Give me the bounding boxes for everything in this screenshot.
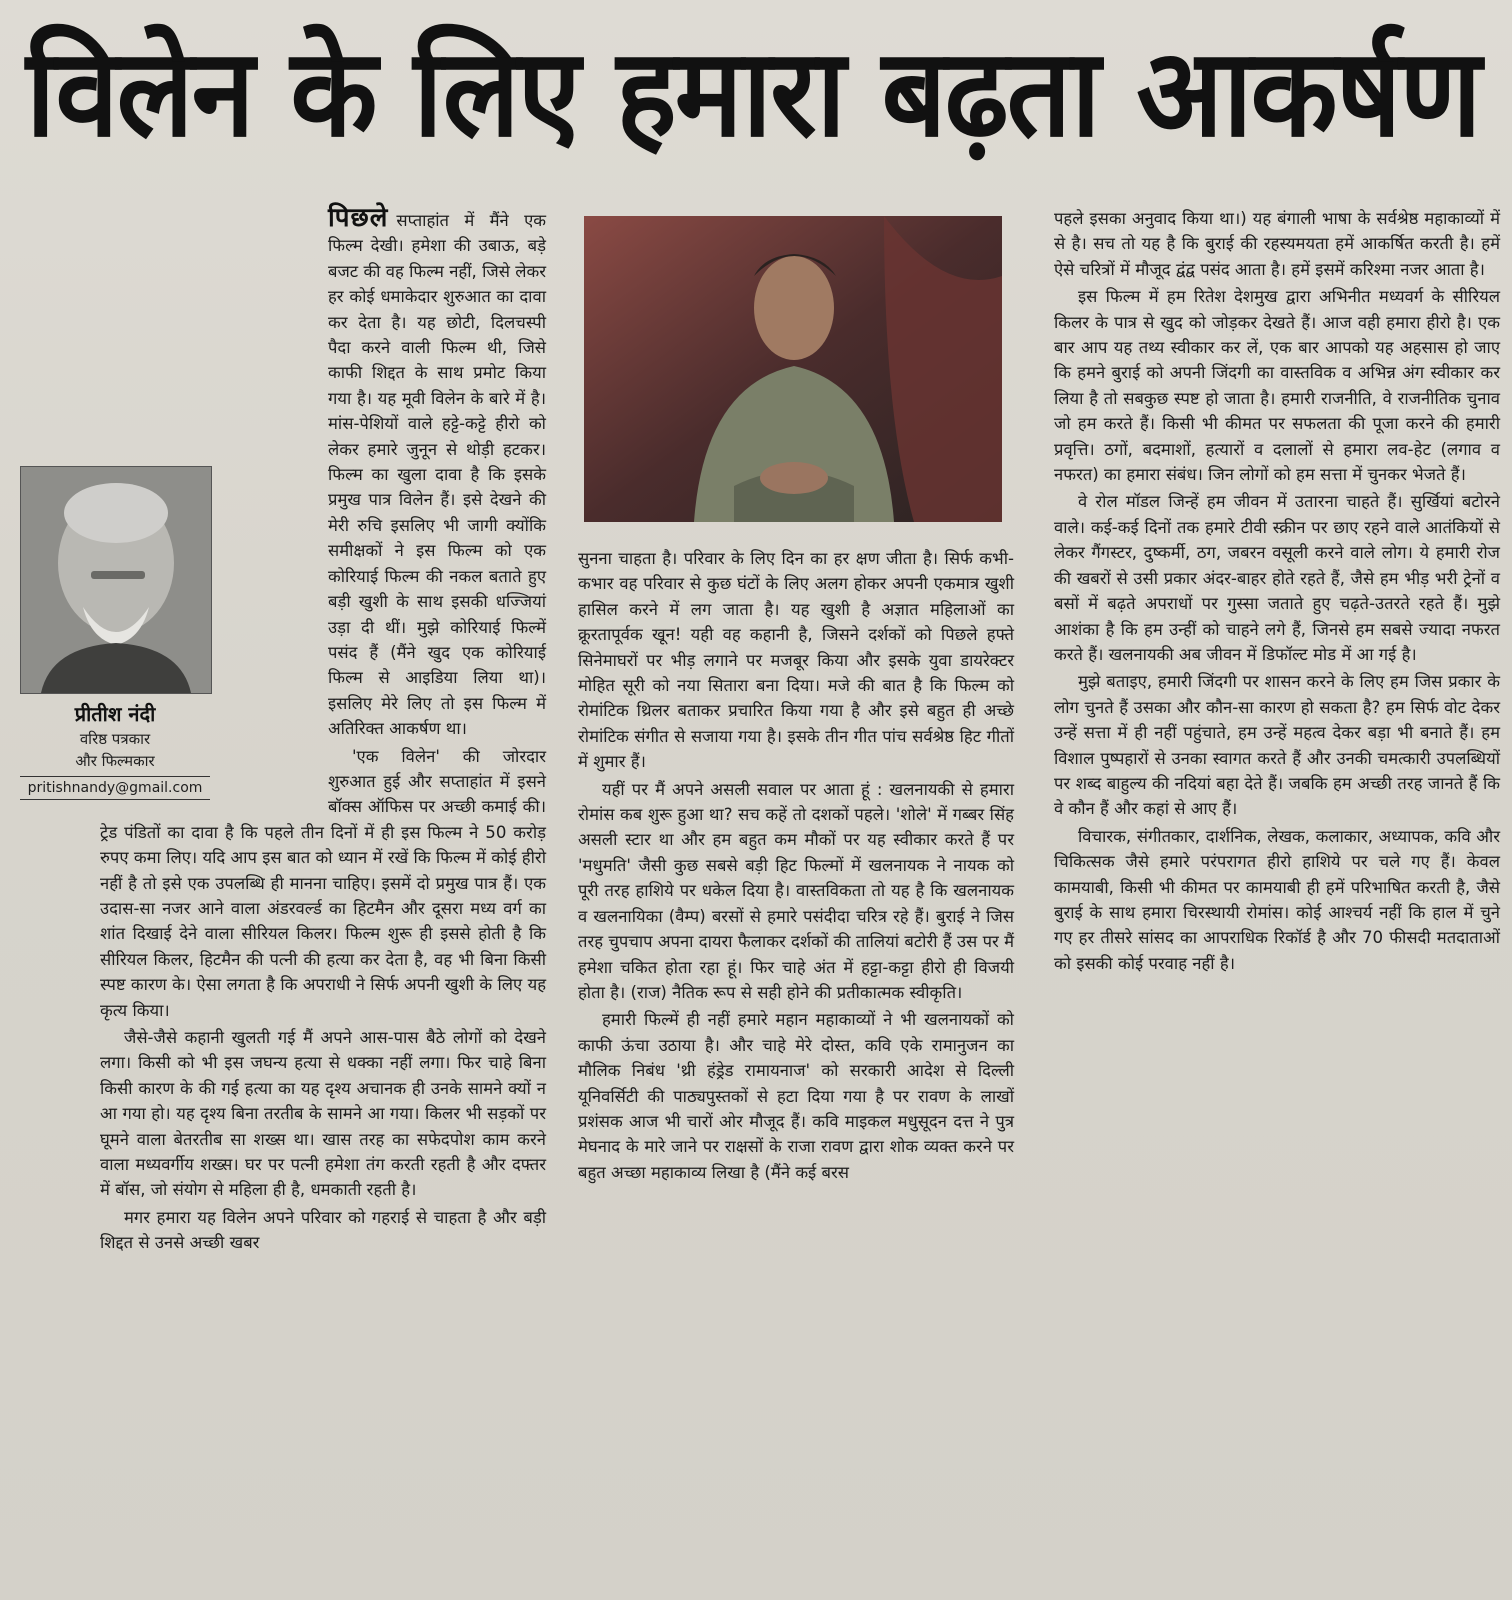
- film-still-photo: [584, 216, 1002, 522]
- article-column-left: [100, 203, 546, 1596]
- paragraph-text: सप्ताहांत में मैंने एक फिल्म देखी। हमेशा की उबाऊ, बड़े बजट की वह फिल्म नहीं, जिसे लेकर हर कोई धमाकेदार शुरुआत का दावा कर देता है। यह छोटी, दिलचस्पी पैदा करने वाली फिल्म थी, जिसे काफी शिद्दत के साथ प्रमोट किया गया है। यह मूवी विलेन के बारे में है। मांस-पेशियों वाले हट्टे-कट्टे हीरो को लेकर हमारे जुनून से थोड़ी हटकर। फिल्म का खुला दावा है कि इसके प्रमुख पात्र विलेन हैं। इसे देखने की मेरी रुचि इसलिए भी जागी क्योंकि समीक्षकों ने इस फिल्म को एक कोरियाई फिल्म की नकल बताते हुए बड़ी खुशी के साथ इसकी धज्जियां उड़ा दी थीं। मुझे कोरियाई फिल्में पसंद हैं (मैंने खुद एक कोरियाई फिल्म से आइडिया लिया था)। इसलिए मेरे लिए तो इस फिल्म में अतिरिक्त आकर्षण था।: [328, 211, 546, 739]
- paragraph: विचारक, संगीतकार, दार्शनिक, लेखक, कलाकार, अध्यापक, कवि और चिकित्सक जैसे हमारे परंपरागत हीरो हाशिये पर चले गए हैं। केवल कामयाबी, किसी भी कीमत पर कामयाबी ही हमें परिभाषित करती है, जैसे बुराई के साथ हमारा चिरस्थायी रोमांस। कोई आश्चर्य नहीं कि हाल में चुने गए हर तीसरे सांसद का आपराधिक रिकॉर्ड है और 70 फीसदी मतदाताओं को इसकी कोई परवाह नहीं है।: [1054, 826, 1500, 973]
- author-role: वरिष्ठ पत्रकार: [79, 730, 151, 748]
- paragraph: मगर हमारा यह विलेन अपने परिवार को गहराई से चाहता है और बड़ी शिद्दत से उनसे अच्छी खबर: [100, 1207, 546, 1253]
- author-email[interactable]: pritishnandy@gmail.com: [20, 776, 210, 800]
- author-role-2: और फिल्मकार: [75, 752, 155, 770]
- article-column-middle: [578, 546, 1014, 1596]
- paragraph: मुझे बताइए, हमारी जिंदगी पर शासन करने के लिए हम जिस प्रकार के लोग चुनते हैं उसका और कौन-सा कारण हो सकता है? हम सिर्फ वोट देकर उन्हें सत्ता में ही नहीं पहुंचाते, हम उन्हें महत्व देकर बड़ा भी बनाते हैं। हम विशाल पुष्पहारों से उनका स्वागत करते हैं और उनकी चमत्कारी उपलब्धियों पर शब्द बाहुल्य की नदियां बहा देते हैं। जबकि हम अच्छी तरह जानते हैं कि वे कौन हैं और कहां से आए हैं।: [1054, 672, 1500, 819]
- article-column-right: [1054, 206, 1500, 1596]
- paragraph: सुनना चाहता है। परिवार के लिए दिन का हर क्षण जीता है। सिर्फ कभी-कभार वह परिवार से कुछ घंटों के लिए अलग होकर अपनी एकमात्र खुशी हासिल करने में लग जाता है। यह खुशी है अज्ञात महिलाओं का क्रूरतापूर्वक खून! यही वह कहानी है, जिसने दर्शकों को पिछले हफ्ते सिनेमाघरों पर भीड़ लगाने पर मजबूर किया और इसके युवा डायरेक्टर मोहित सूरी को नया सितारा बना दिया। मजे की बात है कि फिल्म को रोमांटिक थ्रिलर बताकर प्रचारित किया गया है और इसे बहुत ही अच्छे रोमांटिक संगीत से सजाया गया है। इसके तीन गीत पांच सर्वश्रेष्ठ हिट गीतों में शुमार हैं।: [578, 549, 1014, 772]
- paragraph: इस फिल्म में हम रितेश देशमुख द्वारा अभिनीत मध्यवर्ग के सीरियल किलर के पात्र से खुद को जोड़कर देखते हैं। आज वही हमारा हीरो है। एक बार आप यह तथ्य स्वीकार कर लें, एक बार आपको यह अहसास हो जाए कि हमने बुराई को अपनी जिंदगी का वास्तविक व अभिन्न अंग स्वीकार कर लिया है तो सबकुछ स्पष्ट हो जाता है। हमारी राजनीति, वे राजनीतिक चुनाव जो हम करते हैं। किसी भी कीमत पर सफलता की पूजा करने की हमारी प्रवृत्ति। ठगों, बदमाशों, हत्यारों व दलालों से हमारा लव-हेट (लगाव व नफरत) का हमारा संबंध। जिन लोगों को हम सत्ता में चुनकर भेजते हैं।: [1054, 287, 1500, 485]
- film-still-graphic: [584, 216, 1002, 522]
- paragraph: जैसे-जैसे कहानी खुलती गई मैं अपने आस-पास बैठे लोगों को देखने लगा। किसी को भी इस जघन्य हत्या से धक्का नहीं लगा। फिर चाहे बिना किसी कारण के की गई हत्या का यह दृश्य अचानक ही उनके सामने क्यों न आ गया हो। यह दृश्य बिना तरतीब के सामने आ गया। किलर भी सड़कों पर घूमने वाला बेतरतीब सा शख्स था। खास तरह का सफेदपोश काम करने वाला मध्यवर्गीय शख्स। घर पर पत्नी हमेशा तंग करती रहती है और दफ्तर में बॉस, जो संयोग से महिला ही है, धमकाती रहती है।: [100, 1028, 546, 1200]
- paragraph: पहले इसका अनुवाद किया था।) यह बंगाली भाषा के सर्वश्रेष्ठ महाकाव्यों में से है। सच तो यह है कि बुराई की रहस्यमयता हमें आकर्षित करती है। हमें ऐसे चरित्रों में मौजूद द्वंद्व पसंद आता है। हमें इसमें करिश्मा नजर आता है।: [1054, 209, 1500, 279]
- paragraph: हमारी फिल्में ही नहीं हमारे महान महाकाव्यों ने भी खलनायकों को काफी ऊंचा उठाया है। और चाहे मेरे दोस्त, कवि एके रामानुजन का मौलिक निबंध 'थ्री हंड्रेड रामायनाज' को सरकारी आदेश से दिल्ली यूनिवर्सिटी की पाठ्यपुस्तकों से हटा दिया गया है पर रावण के लाखों प्रशंसक आज भी चारों ओर मौजूद हैं। कवि माइकल मधुसूदन दत्त ने पुत्र मेघनाद के मारे जाने पर राक्षसों के राजा रावण द्वारा शोक व्यक्त करने पर बहुत अच्छा महाकाव्य लिखा है (मैंने कई बरस: [578, 1010, 1014, 1182]
- dropcap: पिछले: [328, 203, 389, 233]
- headline: विलेन के लिए हमारा बढ़ता आकर्षण: [26, 22, 1480, 164]
- author-name: प्रीतीश नंदी: [74, 702, 156, 726]
- paragraph: वे रोल मॉडल जिन्हें हम जीवन में उतारना चाहते हैं। सुर्खियां बटोरने वाले। कई-कई दिनों तक हमारे टीवी स्क्रीन पर छाए रहने वाले आतंकियों से लेकर गैंगस्टर, दुष्कर्मी, ठग, जबरन वसूली करने वाले लोग। ये हमारी रोज की खबरों से उसी प्रकार अंदर-बाहर होते रहते हैं, जैसे हम भीड़ भरी ट्रेनों व बसों में बढ़ते अपराधों पर गुस्सा जताते हुए चढ़ते-उतरते रहते हैं। मुझे आशंका है कि हम उन्हीं को चाहने लगे हैं, जिनसे हम सबसे ज्यादा नफरत करते हैं। खलनायकी अब जीवन में डिफॉल्ट मोड में आ गई है।: [1054, 492, 1500, 664]
- author-spacer: [92, 206, 318, 814]
- paragraph: 'एक विलेन' की जोरदार शुरुआत हुई और सप्ताहांत में इसने बॉक्स ऑफिस पर अच्छी कमाई की। ट्रेड पंडितों का दावा है कि पहले तीन दिनों में ही इस फिल्म ने 50 करोड़ रुपए कमा लिए। यदि आप इस बात को ध्यान में रखें कि फिल्म में कोई हीरो नहीं है तो इसे एक उपलब्धि ही मानना चाहिए। इसमें दो प्रमुख पात्र हैं। एक उदास-सा नजर आने वाला अंडरवर्ल्ड का हिटमैन और दूसरा मध्य वर्ग का शांत दिखाई देने वाला सीरियल किलर। फिल्म शुरू ही इससे होती है कि सीरियल किलर, हिटमैन की पत्नी की हत्या कर देता है, वह भी बिना किसी स्पष्ट कारण के। ऐसा लगता है कि अपराधी ने सिर्फ अपनी खुशी के लिए यह कृत्य किया।: [100, 746, 546, 1020]
- paragraph: यहीं पर मैं अपने असली सवाल पर आता हूं : खलनायकी से हमारा रोमांस कब शुरू हुआ था? सच कहें तो दशकों पहले। 'शोले' में गब्बर सिंह असली स्टार था और हम बहुत कम मौकों पर यह स्वीकार करते हैं पर 'मधुमति' जैसी कुछ सबसे बड़ी हिट फिल्मों में खलनायक ने नायक को पूरी तरह हाशिये पर धकेल दिया है। वास्तविकता तो यह है कि खलनायक व खलनायिका (वैम्प) बरसों से हमारे पसंदीदा चरित्र रहे हैं। बुराई ने जिस तरह चुपचाप अपना दायरा फैलाकर दर्शकों की तालियां बटोरी हैं उस पर मैं हमेशा चकित होता रहा हूं। फिर चाहे अंत में हट्टा-कट्टा हीरो ही विजयी होता है। (राज) नैतिक रूप से सही होने की प्रतीकात्मक स्वीकृति।: [578, 779, 1014, 1002]
